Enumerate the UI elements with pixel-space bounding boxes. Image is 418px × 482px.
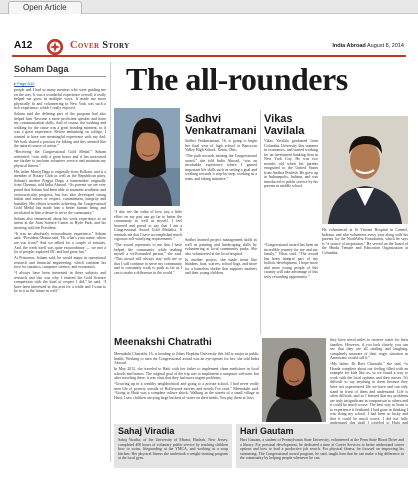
publication-name: India Abroad <box>332 43 366 49</box>
india-abroad-logo-icon <box>46 38 64 56</box>
paragraph: “I also see the value of how just a little effort on my part can go far to better the community as well as myself. I feel honored and proud to say that I am a Congressional Award Gold Medalist. It reminds me that I have accomplished much vigorous self-satisfying requirements.” <box>114 210 182 242</box>
paragraph: In another project, she made items like blankets, hats, scarves, school bags, and more for a homeless shelter that supports mothers and their young children. <box>185 257 257 276</box>
meenakshi-text-continued <box>330 338 408 422</box>
sadhvi-text-left <box>114 210 182 335</box>
byline-rule <box>14 76 106 77</box>
publication-date: August 8, 2014 <box>365 43 404 49</box>
paragraph: “The award represents to me that I have helped the community while making myself a well-rounded person,” she said. “This award will always stay with me so that I will continue to serve my community and to constantly work to push as far as I can to make a difference in the world.” <box>114 243 182 275</box>
vikas-text-right <box>322 228 408 335</box>
section-title-story: Story <box>99 40 130 51</box>
paragraph: Hari Gautam, a student of Pennsylvania State University, volunteered at the Penn State Blood Drive and a library. For personal development, he dedicated a time at Career Services to better understand career options and how to lead a productive job search. For physical fitness, he focused on improving his swimming. The Congressional award program, he said, taught him that he can make a big difference in the community by helping people whenever he can. <box>240 438 404 461</box>
sadhvi-text-top <box>185 139 257 236</box>
headline: The all-rounders <box>126 61 348 97</box>
paragraph: Vikas Vavilala graduated from Columbia University this summer in economics, and started working for an investment banking firm in New York City. He was two months old when his parents emigrated to the United States from Andhra Pradesh. He grew up in Indianapolis, Indiana, and was introduced to public service by his parents in middle school. <box>264 139 318 189</box>
paragraph: “Receiving the Congressional Gold Medal,” Soham reiterated, “was truly a great honor and it has motivated me further to perform volunteer service and maintain my physical fitness.” <box>14 150 106 168</box>
column-divider <box>260 110 261 335</box>
paragraph: Sahaj Viradia, of the University of Miami, Hialeah, New Jersey, completed 400 hours of voluntary public service by teaching children how to swim, lifeguarding at the YMCA, and working at a soup kitchen. Her physical fitness she undertook a weight-training program at the local gym. <box>118 438 228 461</box>
paragraph: He volunteered at St Vincent Hospital in Carmel, Indiana, and also volunteers every year along with his parents for the NorthWest Foundation, which he says is “a source of inspiration.” He served on the board of the Hindu Temple and Education Organization at Columbia. <box>322 228 408 255</box>
paragraph: “The path towards earning the Congressional award,” she told India Abroad, “was an invaluable experience where I gained important life skills such as setting a goal and working towards it step-by-step, working as a team, and taking initiative.” <box>185 154 257 181</box>
header-rule <box>12 55 406 57</box>
vikas-first-name: Vikas <box>264 113 293 125</box>
paragraph: In May 2012, she traveled to Haiti with her father to implement clean medicines in local schools and homes. The original goal of the trip was to implement a computer software, but after traveling there, it was clear that they had more urgent problems. <box>114 367 259 381</box>
section-title <box>70 40 129 51</box>
paragraph: “Growing up in a wealthy neighborhood and going to a private school, I had never really seen life of poverty outside of Hollywood movies and novels I've read,” Meenakshi said. “Going to Haiti was a complete culture shock. Walking in the streets of a small village in Haiti, I saw children carrying large buckets of water on their heads. You pity them at first; <box>114 382 259 400</box>
paragraph: “I always have been interested in these subjects and research and this was why I entered the Gold Science competition with the kind of respect I did,” he said. “I have been interested in this area for a while and I want to be in it in the future as well.” <box>14 271 106 294</box>
hari-name: Hari Gautam <box>240 426 294 436</box>
sadhvi-first-name: Sadhvi <box>185 113 222 125</box>
sadhvi-name <box>185 114 257 138</box>
meenakshi-text <box>114 352 259 422</box>
vikas-text-bottom <box>264 243 318 335</box>
toolbar <box>0 0 418 14</box>
paragraph: “Congressional award has been an incredible journey for me and my family,” Vikas said. “The award has been integral part of my holistic development. I hope more and more young people of this country will take advantage of this truly rewarding opportunity.” <box>264 243 318 279</box>
vikas-text-top <box>264 139 318 242</box>
paragraph: Sadhvi learned project management skills as well as painting and landscaping skills by volunteering at local community parks. She also volunteered at the local hospital. <box>185 238 257 256</box>
sadhvi-text-right <box>185 238 257 335</box>
paragraph: people and I had so many mentors who were guiding me on the way. It was a wonderful experience overall; it really helped me grow in multiple ways. It made me more physically fit and volunteering in New York was such a rich experience, which I really enjoyed. <box>14 88 106 111</box>
paragraph: At Princeton, Soham said, he would major in operational research and financial engineering, which combine his love for statistics, computer science, and economics. <box>14 256 106 270</box>
paragraph: “It was an absolutely extraordinary experience,” Soham said. “President Obama said, 'Hi, what's your name, where are you from?' And we talked for a couple of minutes. And, the week itself was quite extraordinary — we met a lot of people, explored DC and had great fun.” <box>14 231 106 255</box>
left-column-text <box>14 88 106 462</box>
column-divider <box>110 62 111 462</box>
byline-author: Soham Daga <box>14 64 69 74</box>
vikas-portrait-photo <box>322 116 408 224</box>
paragraph: Sadhvi Venkatramani, 16, is going to begin her final year of high school at Rancocas Valley High School, Xenia, Ohio. <box>185 139 257 153</box>
page-link[interactable]: ▸ Page A10 <box>14 81 35 86</box>
vikas-name <box>264 114 304 138</box>
publication-dateline <box>332 43 404 49</box>
paragraph: Meenakshi Chatrathi, 16, is heading to Johns Hopkins University this fall to major in public health. Working to earn the Congressional award was an eye-opener for her, she told India Abroad. <box>114 352 259 366</box>
sahaj-text <box>118 438 228 466</box>
hari-text <box>240 438 404 466</box>
open-article-tab[interactable]: Open Article <box>8 1 82 14</box>
paragraph: “My father, Dr Ravi Chatrathi,” she said, “is Honda complete about our feeling filled with an example for kids like us, so we found a way to work with the local orphans and their nurses. It's difficult to say anything to them because they have not experienced life we have and can only stand in front of them and understand. Life is often difficult, and so I learned that my problems are truly insignificant in comparison to others and it could be much worse. The best way to learn is to experience it firsthand. I had gone in thinking I was doing my school. I had been so lucky and that it could be much worse. I did not fully <box>330 362 408 421</box>
page-number: A12 <box>14 40 33 51</box>
meenakshi-name: Meenakshi Chatrathi <box>114 337 212 348</box>
paragraph: they have travel miles to retrieve water for their families. However, if you look closely, you can see that they are all smiling and laughing, completely unaware of their tragic situation as Americans would call it.” <box>330 338 408 361</box>
sadhvi-last-name: Venkatramani <box>185 124 257 137</box>
paragraph: Soham also reminisced about his work experience as an intern at the Joint Science Center in Hyde Park, and his meeting with the President. <box>14 216 106 230</box>
paragraph: Soham said the defining part of the program had also helped him “become a more proficient speaker and hone my communication skills. And of course, the working and walking for the cause was a great bonding moment, so it was a great experience. Before embarking on college, I wanted to have one meaningful experience with my dad. We both shared a passion for hiking and this seemed like the natural course of action.” <box>14 112 106 149</box>
vikas-last-name: Vavilala <box>264 124 305 137</box>
section-title-cover: Cover <box>70 40 100 51</box>
paragraph: His father Manoj Daga is originally from Kolkata, and is a member of Rotary Club as well as the Republican party. Soham's mother Pragya Daga, a homemaker originally from Chennai, told India Abroad, “As parents we are very proud that Soham had been able to maintain academic and extracurricular progress, but has also developed strong habits and values of respect, commitment, integrity and humility. His efforts towards achieving the Congressional Gold Medal has made him a better human being and inculcated in him a desire to serve the community.” <box>14 169 106 215</box>
meenakshi-portrait-photo <box>262 338 326 422</box>
sadhvi-portrait-photo <box>114 108 180 206</box>
sahaj-name: Sahaj Viradia <box>118 426 175 436</box>
